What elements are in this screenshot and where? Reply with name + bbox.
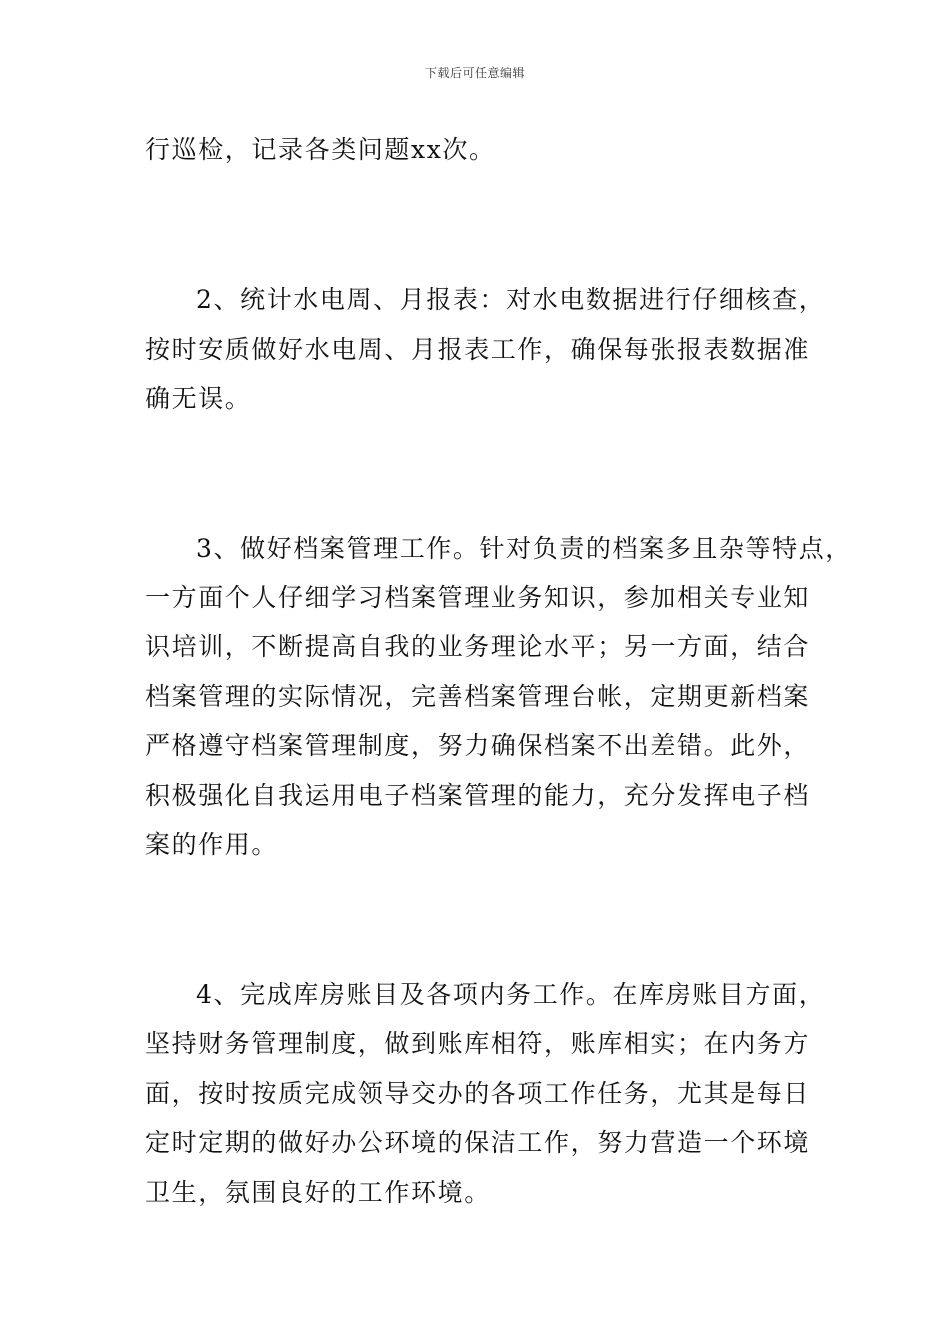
text-line: 档案管理的实际情况，完善档案管理台帐，定期更新档案 xyxy=(145,682,811,711)
text-line: 面，按时按质完成领导交办的各项工作任务，尤其是每日 xyxy=(145,1079,811,1108)
text-line: 积极强化自我运用电子档案管理的能力，充分发挥电子档 xyxy=(145,781,811,810)
text-line: 2、统计水电周、月报表：对水电数据进行仔细核查， xyxy=(196,285,826,314)
text-line: 案的作用。 xyxy=(145,830,279,859)
text-line: 确无误。 xyxy=(145,384,252,413)
text-line: 卫生，氛围良好的工作环境。 xyxy=(145,1178,491,1207)
text-line: 识培训，不断提高自我的业务理论水平；另一方面，结合 xyxy=(145,632,811,661)
page-header: 下载后可任意编辑 xyxy=(424,66,525,80)
text-line: 行巡检，记录各类问题xx次。 xyxy=(145,135,496,164)
text-line: 坚持财务管理制度，做到账库相符，账库相实；在内务方 xyxy=(145,1029,811,1058)
text-line: 严格遵守档案管理制度，努力确保档案不出差错。此外， xyxy=(145,731,811,760)
text-line: 4、完成库房账目及各项内务工作。在库房账目方面， xyxy=(196,980,826,1009)
text-line: 定时定期的做好办公环境的保洁工作，努力营造一个环境 xyxy=(145,1128,811,1157)
text-line: 按时安质做好水电周、月报表工作，确保每张报表数据准 xyxy=(145,335,811,364)
text-line: 3、做好档案管理工作。针对负责的档案多且杂等特点， xyxy=(196,534,852,563)
text-line: 一方面个人仔细学习档案管理业务知识，参加相关专业知 xyxy=(145,583,811,612)
